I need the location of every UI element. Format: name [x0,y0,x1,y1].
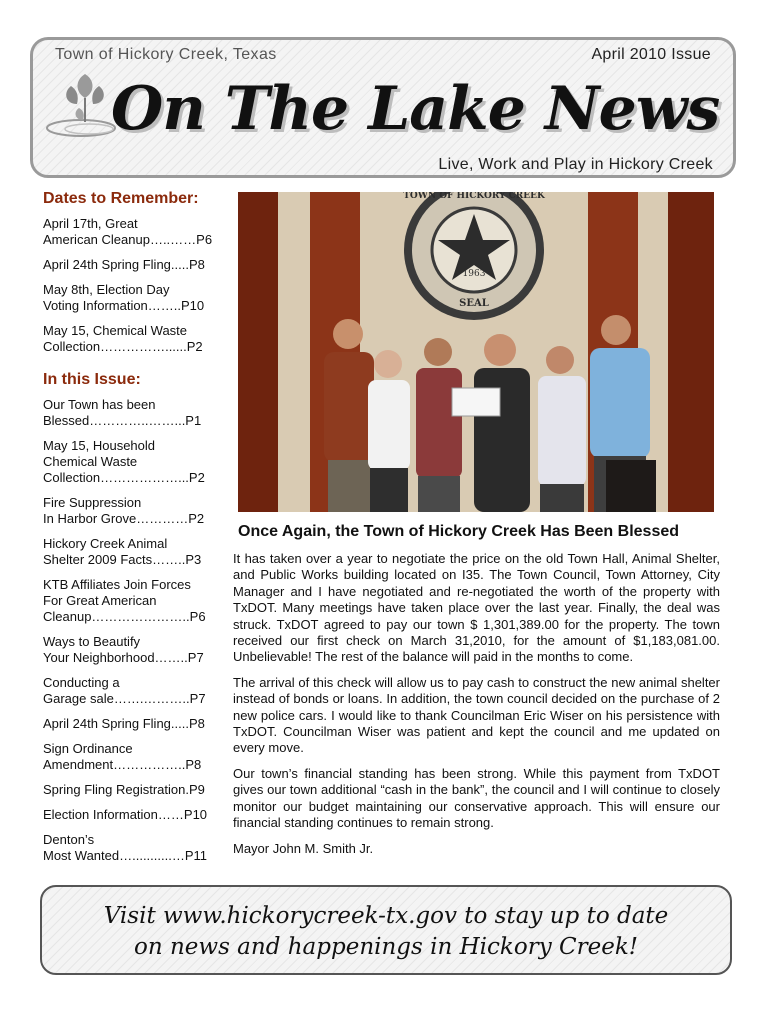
date-item: May 8th, Election Day Voting Information……..P10 [43,282,205,313]
footer-line: on news and happenings in Hickory Creek! [133,934,638,960]
issue-item: Sign Ordinance Amendment……………..P8 [43,741,202,772]
article-body [233,551,720,866]
footer-text [42,901,730,963]
masthead [30,37,736,178]
article-headline: Once Again, the Town of Hickory Creek Has Been Blessed [238,523,680,540]
council-photo [238,192,714,512]
issue-item: Fire Suppression In Harbor Grove…………P2 [43,495,205,526]
in-this-issue-heading: In this Issue: [43,371,141,388]
article-signature: Mayor John M. Smith Jr. [233,840,374,856]
svg-text:TOWN OF HICKORY CREEK: TOWN OF HICKORY CREEK [403,192,545,201]
sidebar [43,190,228,873]
issue-item: May 15, Household Chemical Waste Collection………………...P2 [43,438,205,485]
footer-banner [40,885,732,975]
issue-date: April 2010 Issue [591,46,711,63]
issue-item: Ways to Beautify Your Neighborhood……..P7 [43,634,204,665]
issue-item: April 24th Spring Fling.....P8 [43,716,205,731]
town-name: Town of Hickory Creek, Texas [55,46,277,63]
svg-text:1963: 1963 [462,269,486,279]
hickory-leaf-icon [45,66,117,140]
footer-line: Visit www.hickorycreek-tx.gov to stay up to date [103,903,669,929]
article-paragraph: The arrival of this check will allow us to pay cash to construct the new animal shelter instead of bonds or loans. In addition, the town council decided on the purchase of 2 new police cars. I would like to thank Councilman Eric Wiser on his persistence with TxDOT. Councilman Wiser was patient and kept the council and me updated on every move. [233,674,720,756]
date-item: April 17th, Great American Cleanup…..……P6 [43,216,213,247]
issue-item: Spring Fling Registration.P9 [43,782,205,797]
issue-item: Conducting a Garage sale…….………..P7 [43,675,206,706]
issue-item: Our Town has been Blessed…………..……...P1 [43,397,202,428]
svg-text:SEAL: SEAL [459,298,489,309]
issue-item: Denton’s Most Wanted…...........…P11 [43,832,207,863]
issue-item: Hickory Creek Animal Shelter 2009 Facts……..P3 [43,536,202,567]
article-paragraph: It has taken over a year to negotiate the price on the old Town Hall, Animal Shelter, and Public Works building located on I35. The Town Council, Town Attorney, City Manager and I have negotiated and re-negotiated the worth of the property with TxDOT. Many meetings have taken place over the last year. Finally, the deal was struck. TxDOT agreed to pay our town $ 1,301,389.00 for the property. The town received our first check on March 31,2010, for the amount of $1,183,081.00. Unbelievable! The rest of the balance will paid in the months to come. [233,551,720,665]
newsletter-title: On The Lake News [111,74,720,144]
issue-item: KTB Affiliates Join Forces For Great American Cleanup…………………..P6 [43,577,206,624]
dates-heading: Dates to Remember: [43,190,199,207]
tagline: Live, Work and Play in Hickory Creek [438,156,713,173]
article-paragraph: Our town’s financial standing has been strong. While this payment from TxDOT gives our town additional “cash in the bank”, the council and I will continue to closely monitor our budget maintaining our conservative approach. This will ensure our financial standing continues to remain strong. [233,765,720,831]
date-item: April 24th Spring Fling.....P8 [43,257,205,272]
date-item: May 15, Chemical Waste Collection……………......P2 [43,323,203,354]
issue-item: Election Information……P10 [43,807,208,822]
